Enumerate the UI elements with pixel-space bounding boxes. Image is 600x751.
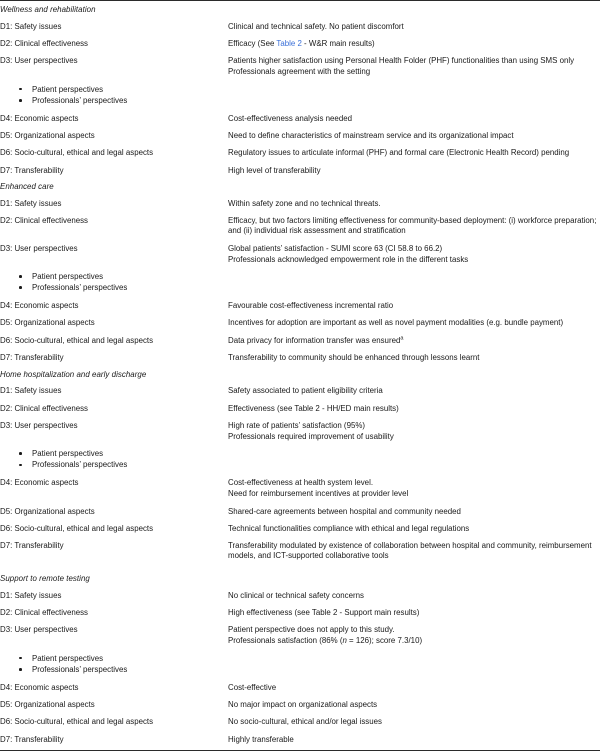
table-row [0,240,600,268]
result-text [228,162,600,179]
result-line: Clinical and technical safety. No patient discomfort [228,21,404,31]
table-row [0,475,600,503]
result-line: Shared-care agreements between hospital and community needed [228,506,461,516]
domain-label: D1: Safety issues [0,590,62,600]
domain-label: D5: Organizational aspects [0,130,95,140]
table-row [0,35,600,52]
result-line: Data privacy for information transfer was ensured$^a$ [228,334,404,345]
domain-label: D2: Clinical effectiveness [0,39,89,48]
perspectives-list [0,653,228,675]
domain-label: D4: Economic aspects [0,478,79,488]
result-line: Safety associated to patient eligibility criteria [228,386,383,396]
domain-assessment-table [0,4,600,748]
table-row [0,195,600,212]
domain-label: D3: User perspectives [0,56,78,66]
table-row [0,315,600,332]
table-row [0,696,600,713]
perspectives-list-cell [0,268,228,297]
result-text [228,679,600,696]
result-line: Patients higher satisfaction using Personal Health Folder (PHF) functionalities than using SMS only [228,56,575,66]
result-text [228,383,600,400]
result-line: Professionals required improvement of usability [228,431,394,441]
result-text [228,35,600,52]
list-item-professionals-perspectives [0,282,228,293]
table-row [0,297,600,314]
table-row [0,503,600,520]
perspectives-bullets-row [0,268,600,297]
list-item-patient-perspectives [0,653,228,664]
result-line: Cost-effective [228,682,277,692]
list-item-label: Professionals’ perspectives [32,664,128,674]
table-row [0,731,600,748]
table-row [0,383,600,400]
list-item-label: Professionals’ perspectives [32,283,128,293]
domain-label: D6: Socio-cultural, ethical and legal aspects [0,148,154,158]
list-item-professionals-perspectives [0,664,228,675]
list-item-label: Professionals’ perspectives [32,95,128,105]
list-item-label: Professionals’ perspectives [32,460,128,470]
result-text [228,538,600,565]
result-text [228,475,600,503]
result-text [228,110,600,127]
perspectives-list [0,271,228,293]
domain-label: D1: Safety issues [0,21,62,31]
table-row [0,332,600,349]
bullet-dot-icon [19,464,22,467]
result-text [228,332,600,349]
result-line: Professionals acknowledged empowerment role in the different tasks [228,254,469,264]
domain-label: D3: User perspectives [0,420,78,430]
perspectives-empty-cell [228,81,600,110]
bullet-dot-icon [19,668,22,671]
perspectives-empty-cell [228,446,600,475]
result-text [228,315,600,332]
domain-label: D3: User perspectives [0,243,78,253]
bullet-dot-icon [19,275,22,278]
result-line: Transferability modulated by existence of collaboration between hospital and community, reimbursement models, and ICT-supported collaborative tools [228,541,592,561]
bullet-dot-icon [19,99,22,102]
result-line: No clinical or technical safety concerns [228,590,364,600]
result-line: Need for reimbursement incentives at provider level [228,489,409,499]
result-text [228,240,600,268]
table-row [0,349,600,366]
bullet-dot-icon [19,452,22,455]
table-row [0,110,600,127]
table-row [0,604,600,621]
table-row [0,400,600,417]
domain-label: D7: Transferability [0,165,64,175]
table-2-link[interactable]: Table 2 [276,39,302,48]
perspectives-list-cell [0,650,228,679]
table-row [0,213,600,240]
domain-label: D4: Economic aspects [0,682,79,692]
section-heading-row [0,179,600,195]
result-line: High level of transferability [228,165,321,175]
perspectives-empty-cell [228,268,600,297]
section-title: Support to remote testing [0,574,90,584]
result-text [228,696,600,713]
list-item-professionals-perspectives [0,95,228,106]
domain-label: D2: Clinical effectiveness [0,608,89,618]
result-line: Highly transferable [228,734,294,744]
section-heading-row [0,4,600,18]
list-item-patient-perspectives [0,448,228,459]
result-text [228,714,600,731]
domain-label: D6: Socio-cultural, ethical and legal aspects [0,335,154,345]
domain-label: D7: Transferability [0,352,64,362]
result-text [228,195,600,212]
perspectives-list-cell [0,446,228,475]
result-text [228,587,600,604]
result-line: High rate of patients’ satisfaction (95%) [228,420,365,430]
domain-label: D1: Safety issues [0,198,62,208]
bullet-dot-icon [19,657,22,660]
table-row [0,622,600,650]
result-text [228,127,600,144]
table-body [0,4,600,748]
result-line: Regulatory issues to articulate informal (PHF) and formal care (Electronic Health Record) pending [228,148,570,158]
domain-label: D6: Socio-cultural, ethical and legal aspects [0,717,154,727]
domain-label: D4: Economic aspects [0,300,79,310]
perspectives-bullets-row [0,81,600,110]
table-row [0,145,600,162]
result-line: Cost-effectiveness at health system level. [228,478,374,488]
table-row [0,520,600,537]
section-title: Home hospitalization and early discharge [0,369,147,379]
table-row [0,714,600,731]
section-title: Enhanced care [0,182,54,192]
result-text [228,349,600,366]
domain-label: D5: Organizational aspects [0,318,95,328]
domain-label: D7: Transferability [0,541,64,551]
table-row [0,162,600,179]
result-text [228,622,600,650]
result-line: Patient perspective does not apply to this study. [228,625,395,635]
list-item-patient-perspectives [0,271,228,282]
list-item-label: Patient perspectives [32,449,104,459]
table-row [0,53,600,81]
list-item-label: Patient perspectives [32,653,104,663]
section-heading-row [0,571,600,587]
result-line: Professionals satisfaction (86% (n = 126); score 7.3/10) [228,636,423,646]
list-item-patient-perspectives [0,84,228,95]
domain-label: D3: User perspectives [0,625,78,635]
result-text [228,731,600,748]
result-text [228,417,600,445]
result-line: Efficacy (See Table 2 - W&R main results) [228,39,375,48]
result-line: No major impact on organizational aspects [228,699,378,709]
table-row [0,679,600,696]
table-row [0,587,600,604]
domain-label: D2: Clinical effectiveness [0,216,89,226]
list-item-professionals-perspectives [0,459,228,470]
result-text [228,53,600,81]
result-line: Favourable cost-effectiveness incremental ratio [228,300,394,310]
domain-label: D4: Economic aspects [0,113,79,123]
result-line: Efficacy, but two factors limiting effectiveness for community-based deployment: (i) workforce preparation; and (ii) individual risk assessment and stratification [228,216,597,236]
result-text [228,604,600,621]
footnote-marker: a [400,334,404,341]
result-line: Incentives for adoption are important as well as novel payment modalities (e.g. bundle payment) [228,318,564,328]
result-line: Technical functionalities compliance with ethical and legal regulations [228,523,470,533]
table-row [0,18,600,35]
result-line: Within safety zone and no technical threats. [228,198,381,208]
result-text [228,145,600,162]
result-line: Global patients’ satisfaction - SUMI score 63 (CI 58.8 to 66.2) [228,243,443,253]
domain-label: D5: Organizational aspects [0,506,95,516]
list-item-label: Patient perspectives [32,271,104,281]
bullet-dot-icon [19,286,22,289]
section-title: Wellness and rehabilitation [0,5,96,14]
section-heading-row [0,367,600,383]
result-text [228,400,600,417]
domain-label: D5: Organizational aspects [0,699,95,709]
result-text [228,213,600,240]
domain-label: D2: Clinical effectiveness [0,403,89,413]
perspectives-list [0,448,228,470]
table-row [0,417,600,445]
sample-size-variable: n [342,636,347,646]
table-row [0,538,600,565]
result-text [228,503,600,520]
result-line: Effectiveness (see Table 2 - HH/ED main results) [228,403,399,413]
perspectives-list-cell [0,81,228,110]
perspectives-bullets-row [0,650,600,679]
result-line: High effectiveness (see Table 2 - Support main results) [228,608,420,618]
result-line: Transferability to community should be enhanced through lessons learnt [228,352,480,362]
perspectives-empty-cell [228,650,600,679]
result-line: Cost-effectiveness analysis needed [228,113,352,123]
result-line: No socio-cultural, ethical and/or legal issues [228,717,382,727]
result-text [228,520,600,537]
result-line: Need to define characteristics of mainstream service and its organizational impact [228,130,514,140]
result-text [228,18,600,35]
domain-label: D1: Safety issues [0,386,62,396]
table-row [0,127,600,144]
perspectives-bullets-row [0,446,600,475]
result-line: Professionals agreement with the setting [228,67,371,77]
list-item-label: Patient perspectives [32,84,104,94]
domain-label: D7: Transferability [0,734,64,744]
bullet-dot-icon [19,88,22,91]
result-text [228,297,600,314]
domain-label: D6: Socio-cultural, ethical and legal aspects [0,523,154,533]
perspectives-list [0,84,228,106]
